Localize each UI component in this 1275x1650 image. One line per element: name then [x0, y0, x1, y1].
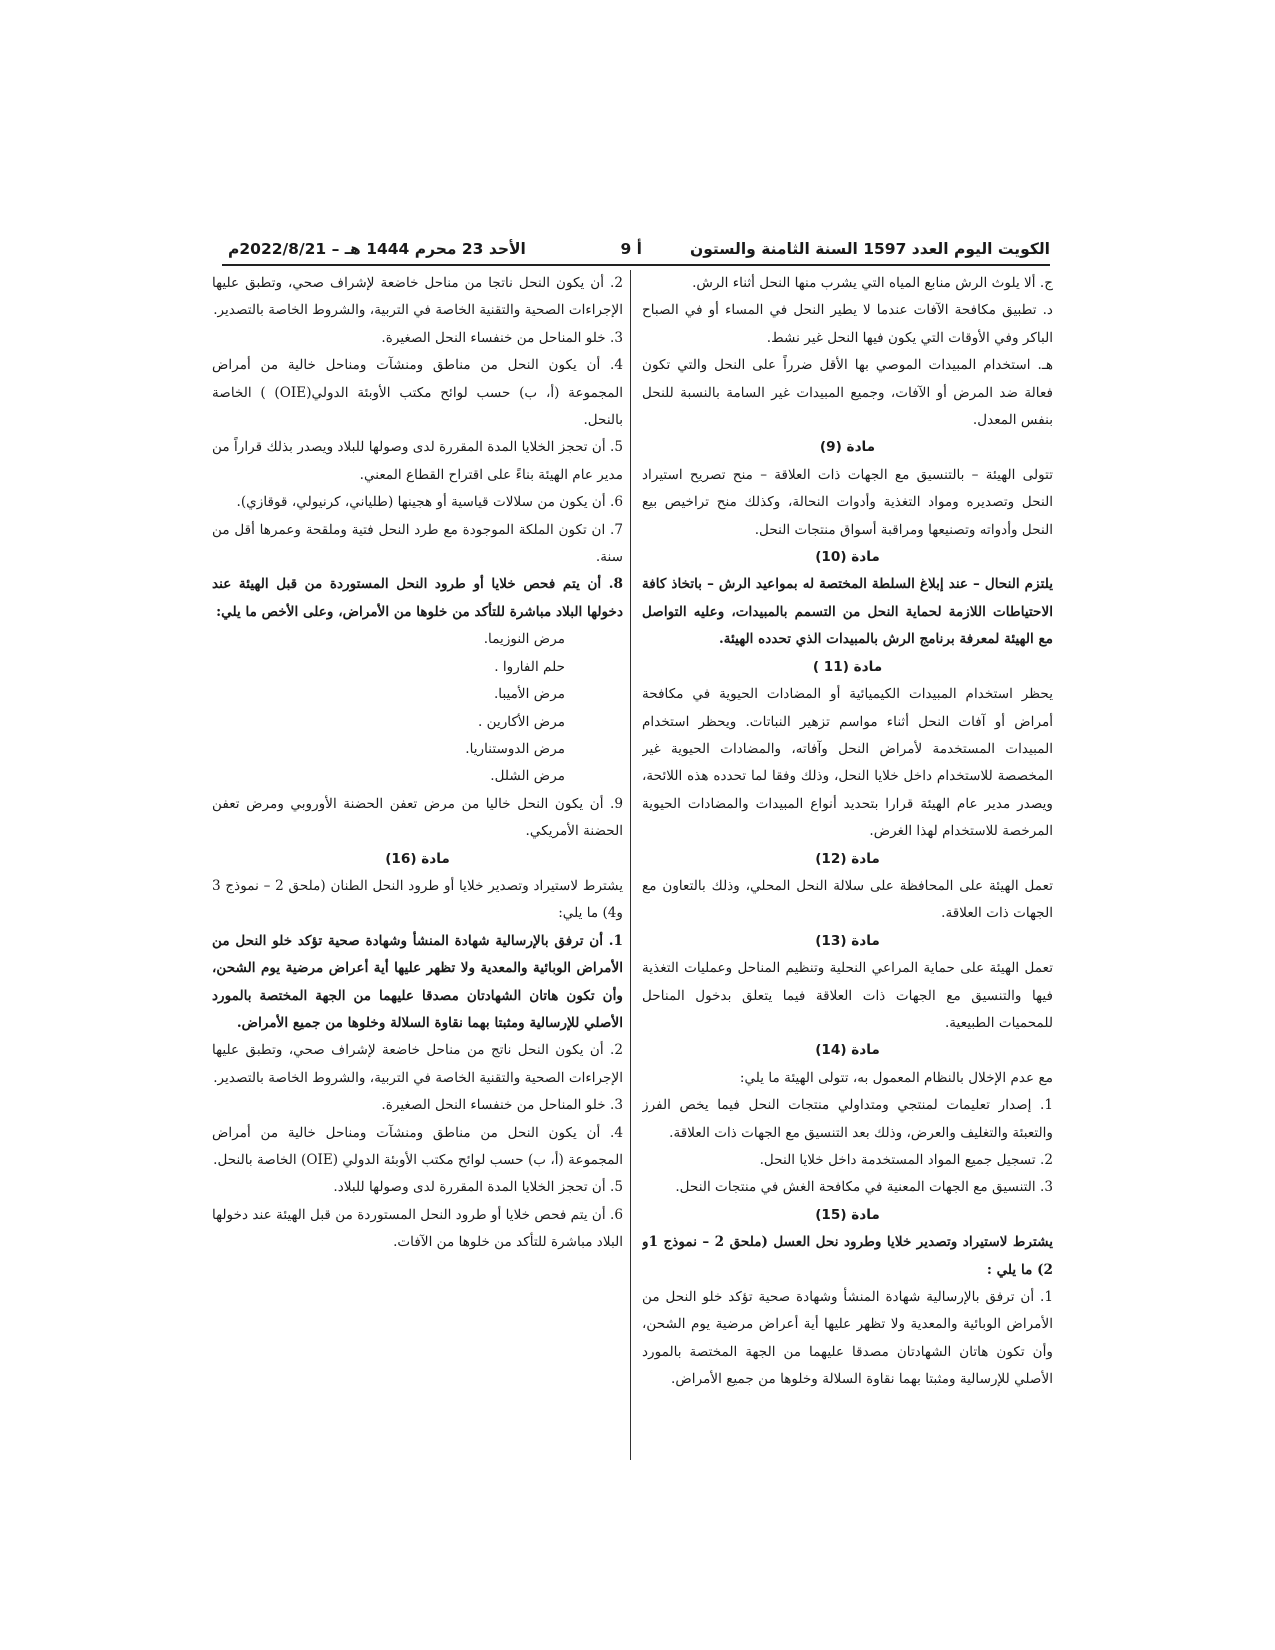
article-heading	[642, 1202, 1053, 1229]
column-divider	[630, 270, 631, 1460]
article-12-title: مادة (12)	[815, 850, 880, 867]
article-16-title: مادة (16)	[385, 850, 450, 867]
paragraph: ج. ألا يلوث الرش منابع المياه التي يشرب منها النحل أثناء الرش.	[692, 275, 1053, 291]
publication-title: الكويت اليوم العدد 1597 السنة الثامنة والستون	[689, 240, 1050, 258]
article-9-title: مادة (9)	[819, 439, 876, 456]
list-item: 5. أن تحجز الخلايا المدة المقررة لدى وصولها للبلاد ويصدر بذلك قراراً من مدير عام الهيئة بناءً على اقتراح القطاع المعني.	[212, 439, 623, 483]
article-10-title: مادة (10)	[815, 549, 880, 566]
disease-list	[212, 626, 623, 790]
list-item: 8. أن يتم فحص خلايا أو طرود النحل المستوردة من قبل الهيئة عند دخولها البلاد مباشرة للتأكد من خلوها من الأمراض، وعلى الأخص ما يلي:	[212, 576, 623, 620]
article-16-item: 2. أن يكون النحل ناتج من مناحل خاضعة لإشراف صحي، وتطبق عليها الإجراءات الصحية والتقنية الخاصة في التربية، والشروط الخاصة بالتصدير.	[212, 1042, 623, 1086]
list-item: 3. خلو المناحل من خنفساء النحل الصغيرة.	[381, 329, 623, 346]
article-10-text: يلتزم النحال – عند إبلاغ السلطة المختصة له بمواعيد الرش – باتخاذ كافة الاحتياطات اللازمة لحماية النحل من التسمم بالمبيدات، وعليه التواصل مع الهيئة لمعرفة برنامج الرش بالمبيدات الذي تحدده الهيئة.	[642, 576, 1053, 648]
article-14-item: 3. التنسيق مع الجهات المعنية في مكافحة الغش في منتجات النحل.	[675, 1179, 1053, 1196]
article-9-text: تتولى الهيئة – بالتنسيق مع الجهات ذات العلاقة – منح تصريح استيراد النحل وتصديره ومواد التغذية وأدوات النحالة، وكذلك منح تراخيص بيع النحل وأدواته وتصنيعها ومراقبة أسواق منتجات النحل.	[642, 466, 1053, 538]
disease-item: مرض النوزيما.	[483, 631, 565, 648]
list-item: 2. أن يكون النحل ناتجا من مناحل خاضعة لإشراف صحي، وتطبق عليها الإجراءات الصحية والتقنية الخاصة في التربية، والشروط الخاصة بالتصدير.	[212, 275, 623, 319]
list-item: 4. أن يكون النحل من مناطق ومنشآت ومناحل خالية من أمراض المجموعة (أ، ب) حسب لوائح مكتب الأوبئة الدولي(OIE) ) الخاصة بالنحل.	[212, 357, 623, 429]
article-16-item: 6. أن يتم فحص خلايا أو طرود النحل المستوردة من قبل الهيئة عند دخولها البلاد مباشرة للتأكد من خلوها من الآفات.	[212, 1206, 623, 1251]
article-12-text: تعمل الهيئة على المحافظة على سلالة النحل المحلي، وذلك بالتعاون مع الجهات ذات العلاقة.	[642, 877, 1053, 922]
disease-item: مرض الأميبا.	[493, 686, 565, 703]
article-16-intro: يشترط لاستيراد وتصدير خلايا أو طرود النحل الطنان (ملحق 2 – نموذج 3 و4) ما يلي:	[212, 877, 623, 922]
article-heading	[642, 654, 1053, 681]
article-15-title: مادة (15)	[815, 1206, 880, 1223]
disease-item: مرض الدوستناريا.	[465, 740, 565, 757]
page-header	[222, 240, 1050, 266]
article-heading	[642, 544, 1053, 571]
list-item: 9. أن يكون النحل خاليا من مرض تعفن الحضنة الأوروبي ومرض تعفن الحضنة الأمريكي.	[212, 795, 623, 840]
left-column	[212, 270, 623, 1470]
article-14-item: 2. تسجيل جميع المواد المستخدمة داخل خلايا النحل.	[759, 1152, 1053, 1168]
article-11-title: مادة (11 )	[812, 658, 883, 675]
issue-date: الأحد 23 محرم 1444 هـ – 2022/8/21م	[228, 240, 526, 258]
article-14-item: 1. إصدار تعليمات لمنتجي ومتداولي منتجات النحل فيما يخص الفرز والتعبئة والتغليف والعرض، وذلك بعد التنسيق مع الجهات ذات العلاقة.	[642, 1097, 1053, 1141]
article-heading	[212, 846, 623, 873]
list-item: 6. أن يكون من سلالات قياسية أو هجينها (طلياني، كرنيولي، قوقازي).	[236, 494, 623, 511]
disease-item: حلم الفاروا .	[494, 658, 565, 675]
article-16-item: 4. أن يكون النحل من مناطق ومنشآت ومناحل خالية من أمراض المجموعة (أ، ب) حسب لوائح مكتب الأوبئة الدولي (OIE) الخاصة بالنحل.	[212, 1124, 623, 1168]
article-16-item: 3. خلو المناحل من خنفساء النحل الصغيرة.	[381, 1097, 623, 1114]
article-16-item: 1. أن ترفق بالإرسالية شهادة المنشأ وشهادة صحية تؤكد خلو النحل من الأمراض الوبائية والمعدية ولا تظهر عليها أية أعراض مرضية يوم الشحن، وأن تكون هاتان الشهادتان مصدقا عليهما من الجهة المختصة بالمورد الأصلي للإرسالية ومثبتا بهما نقاوة السلالة وخلوها من جميع الأمراض.	[212, 932, 623, 1031]
article-15-intro: يشترط لاستيراد وتصدير خلايا وطرود نحل العسل (ملحق 2 – نموذج 1و 2) ما يلي :	[642, 1234, 1053, 1278]
article-heading	[642, 928, 1053, 955]
article-15-item: 1. أن ترفق بالإرسالية شهادة المنشأ وشهادة صحية تؤكد خلو النحل من الأمراض الوبائية والمعدية ولا تظهر عليها أية أعراض مرضية يوم الشحن، وأن تكون هاتان الشهادتان مصدقا عليهما من الجهة المختصة بالمورد الأصلي للإرسالية ومثبتا بهما نقاوة السلالة وخلوها من جميع الأمراض.	[642, 1289, 1053, 1388]
disease-item: مرض الشلل.	[490, 768, 565, 785]
article-heading	[642, 1037, 1053, 1064]
article-13-title: مادة (13)	[815, 932, 880, 949]
article-heading	[642, 434, 1053, 461]
paragraph: هـ. استخدام المبيدات الموصي بها الأقل ضرراً على النحل والتي تكون فعالة ضد المرض أو الآفات، وجميع المبيدات غير السامة بالنسبة للنحل بنفس المعدل.	[642, 357, 1053, 429]
list-item: 7. ان تكون الملكة الموجودة مع طرد النحل فتية وملقحة وعمرها أقل من سنة.	[212, 521, 623, 566]
article-14-title: مادة (14)	[815, 1042, 880, 1059]
page-number: أ 9	[620, 240, 642, 258]
article-16-item: 5. أن تحجز الخلايا المدة المقررة لدى وصولها للبلاد.	[333, 1179, 623, 1196]
article-14-intro: مع عدم الإخلال بالنظام المعمول به، تتولى الهيئة ما يلي:	[739, 1069, 1053, 1086]
paragraph: د. تطبيق مكافحة الآفات عندما لا يطير النحل في المساء أو في الصباح الباكر وفي الأوقات التي يكون فيها النحل غير نشط.	[642, 302, 1053, 346]
article-11-text: يحظر استخدام المبيدات الكيميائية أو المضادات الحيوية في مكافحة أمراض أو آفات النحل أثناء مواسم تزهير النباتات. ويحظر استخدام المبيدات المستخدمة لأمراض النحل وآفاته، والمضادات الحيوية غير المخصصة للاستخدام داخل خلايا النحل، وذلك وفقا لما تحدده هذه اللائحة، ويصدر مدير عام الهيئة قرارا بتحديد أنواع المبيدات والمضادات الحيوية المرخصة للاستخدام لهذا الغرض.	[642, 686, 1053, 840]
right-column	[642, 270, 1053, 1470]
disease-item: مرض الأكارين .	[477, 713, 565, 730]
article-13-text: تعمل الهيئة على حماية المراعي النحلية وتنظيم المناحل وعمليات التغذية فيها والتنسيق مع الجهات ذات العلاقة فيما يتعلق بدخول المناحل للمحميات الطبيعية.	[642, 960, 1053, 1031]
article-heading	[642, 846, 1053, 873]
